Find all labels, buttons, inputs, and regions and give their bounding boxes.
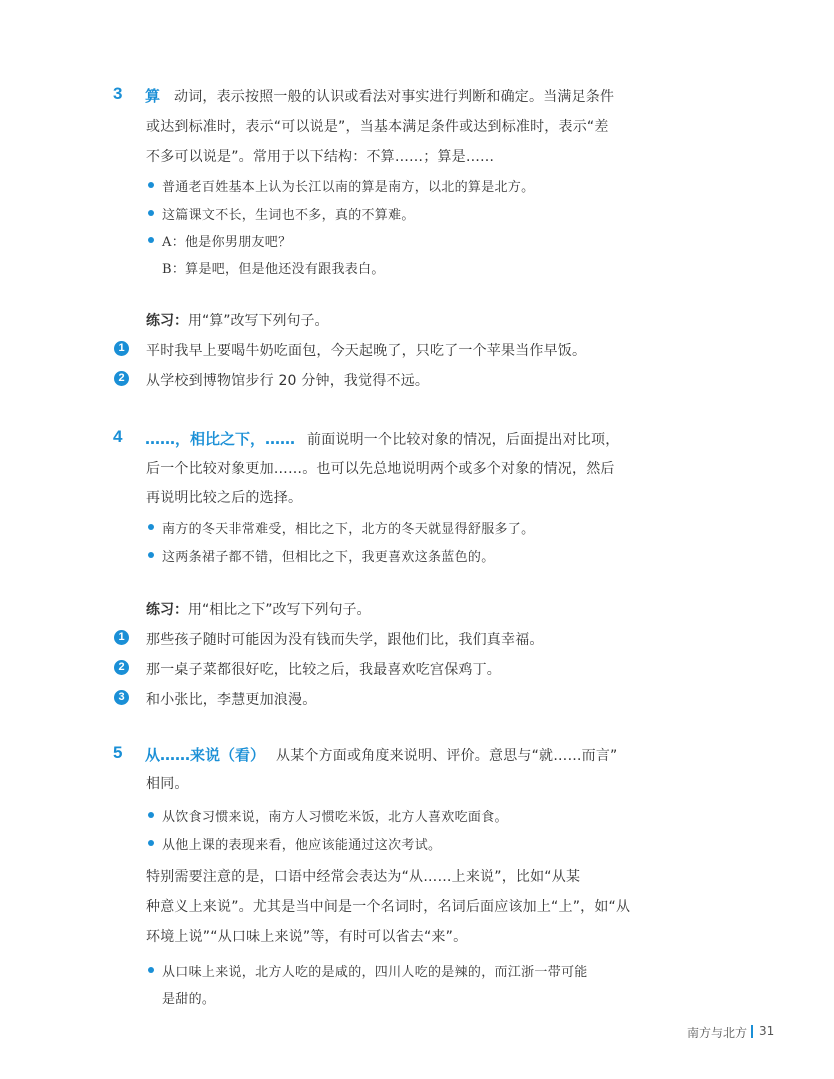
practice-item: 和小张比，李慧更加浪漫。 — [146, 692, 317, 708]
example-sentence: B：算是吧，但是他还没有跟我表白。 — [162, 262, 385, 277]
bullet-icon — [148, 812, 154, 818]
practice-instruction: 用“相比之下”改写下列句子。 — [188, 602, 371, 618]
bullet-icon — [148, 524, 154, 530]
practice-label: 练习： — [146, 313, 188, 329]
item-number-icon: 2 — [114, 371, 129, 386]
section-text-line: 或达到标准时，表示“可以说是”，当基本满足条件或达到标准时，表示“差 — [146, 119, 609, 135]
example-sentence: A：他是你男朋友吧？ — [162, 235, 292, 250]
example-sentence: 普通老百姓基本上认为长江以南的算是南方，以北的算是北方。 — [162, 180, 535, 195]
practice-heading — [146, 310, 329, 330]
section-text-line: 再说明比较之后的选择。 — [146, 490, 303, 506]
item-number-icon: 1 — [114, 630, 129, 645]
bullet-icon — [148, 967, 154, 973]
section-number: 4 — [113, 427, 123, 446]
section-number: 3 — [113, 84, 123, 103]
section-text-line: 前面说明一个比较对象的情况，后面提出对比项， — [307, 432, 620, 448]
paragraph-line: 特别需要注意的是，口语中经常会表达为“从……上来说”，比如“从某 — [146, 869, 581, 885]
item-number-icon: 3 — [114, 690, 129, 705]
item-number-icon: 1 — [114, 341, 129, 356]
bullet-icon — [148, 840, 154, 846]
bullet-icon — [148, 237, 154, 243]
example-sentence: 南方的冬天非常难受，相比之下，北方的冬天就显得舒服多了。 — [162, 522, 535, 537]
bullet-icon — [148, 182, 154, 188]
practice-label: 练习： — [146, 602, 188, 618]
page-number: 31 — [759, 1024, 775, 1038]
practice-item: 从学校到博物馆步行 20 分钟，我觉得不远。 — [146, 373, 430, 389]
practice-instruction: 用“算”改写下列句子。 — [188, 313, 329, 329]
section-term: ……，相比之下，…… — [145, 430, 296, 448]
example-sentence: 这篇课文不长，生词也不多，真的不算难。 — [162, 208, 415, 223]
section-number: 5 — [113, 743, 123, 762]
section-text-line: 后一个比较对象更加……。也可以先总地说明两个或多个对象的情况，然后 — [146, 461, 615, 477]
footer-book-title: 南方与北方 — [687, 1026, 748, 1040]
footer-separator — [751, 1025, 753, 1038]
section-text-line: 相同。 — [146, 776, 189, 792]
section-term: 算 — [145, 87, 161, 105]
example-sentence: 是甜的。 — [162, 992, 216, 1007]
example-sentence: 这两条裙子都不错，但相比之下，我更喜欢这条蓝色的。 — [162, 550, 495, 565]
section-text-line: 动词，表示按照一般的认识或看法对事实进行判断和确定。当满足条件 — [174, 89, 615, 105]
item-number-icon: 2 — [114, 660, 129, 675]
practice-item: 平时我早上要喝牛奶吃面包，今天起晚了，只吃了一个苹果当作早饭。 — [146, 343, 587, 359]
example-sentence: 从口味上来说，北方人吃的是咸的，四川人吃的是辣的，而江浙一带可能 — [162, 965, 588, 980]
section-text-line: 从某个方面或角度来说明、评价。意思与“就……而言” — [276, 748, 618, 764]
example-sentence: 从饮食习惯来说，南方人习惯吃米饭，北方人喜欢吃面食。 — [162, 810, 508, 825]
paragraph-line: 环境上说”“从口味上来说”等，有时可以省去“来”。 — [146, 929, 468, 945]
bullet-icon — [148, 210, 154, 216]
paragraph-line: 种意义上来说”。尤其是当中间是一个名词时，名词后面应该加上“上”，如“从 — [146, 899, 631, 915]
practice-item: 那些孩子随时可能因为没有钱而失学，跟他们比，我们真幸福。 — [146, 632, 544, 648]
practice-item: 那一桌子菜都很好吃，比较之后，我最喜欢吃宫保鸡丁。 — [146, 662, 501, 678]
example-sentence: 从他上课的表现来看，他应该能通过这次考试。 — [162, 838, 442, 853]
section-text-line: 不多可以说是”。常用于以下结构：不算……；算是…… — [146, 149, 495, 165]
practice-heading — [146, 599, 371, 619]
section-term: 从……来说（看） — [145, 746, 266, 764]
bullet-icon — [148, 552, 154, 558]
